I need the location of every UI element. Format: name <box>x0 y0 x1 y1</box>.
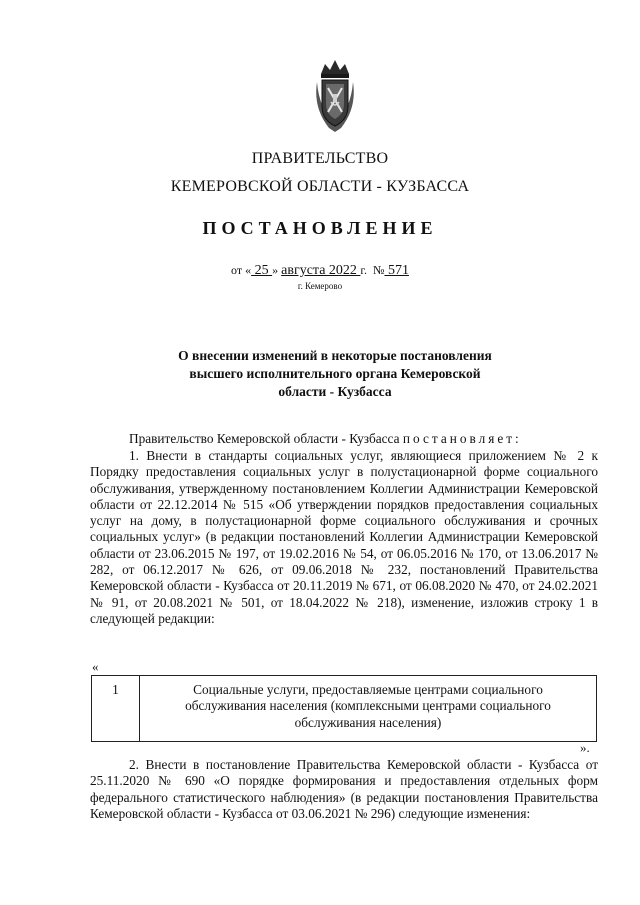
year-suffix: г. <box>360 263 367 277</box>
subject-line2: высшего исполнительного органа Кемеровской <box>189 366 481 381</box>
intro-resolves: постановляет: <box>402 431 522 446</box>
government-name-line1: ПРАВИТЕЛЬСТВО <box>251 150 389 167</box>
row-text-cell: Социальные услуги, предоставляемые центрами социального обслуживания населения (комплексными центрами социального обслуживания населения) <box>140 676 597 742</box>
table-quote-open: « <box>92 659 99 674</box>
date-month-year: августа 2022 <box>281 263 361 278</box>
government-name-line2: КЕМЕРОВСКОЙ ОБЛАСТИ - КУЗБАССА <box>170 178 470 195</box>
row-number-cell: 1 <box>92 676 140 742</box>
table-quote-close: ». <box>580 740 590 755</box>
date-number-line <box>0 263 640 279</box>
subject-line3: области - Кузбасса <box>278 384 392 399</box>
quote-close: » <box>272 263 279 277</box>
date-from-label: от <box>231 263 243 277</box>
number-sign: № <box>373 263 385 277</box>
amendment-table <box>91 675 597 742</box>
quote-open: « <box>245 263 252 277</box>
city-label: г. Кемерово <box>297 281 343 291</box>
subject-line1: О внесении изменений в некоторые постановления <box>178 348 492 363</box>
intro-paragraph <box>90 431 598 447</box>
coat-of-arms-emblem-icon <box>313 58 357 134</box>
paragraph-1: 1. Внести в стандарты социальных услуг, являющиеся приложением № 2 к Порядку предоставления социальных услуг в полустационарной форме социального обслуживания, утвержденному постановлением Коллегии Администрации Кемеровской области от 22.12.2014 № 515 «Об утверждении порядков предоставления социальных услуг на дому, в полустационарной форме социального обслуживания и срочных социальных услуг» (в редакции постановлений Коллегии Администрации Кемеровской области от 23.06.2015 № 197, от 19.02.2016 № 54, от 06.05.2016 № 170, от 13.06.2017 № 282, от 06.12.2017 № 626, от 09.06.2018 № 232, постановлений Правительства Кемеровской области - Кузбасса от 20.11.2019 № 671, от 06.08.2020 № 470, от 24.02.2021 № 91, от 20.08.2021 № 501, от 18.04.2022 № 218), изменение, изложив строку 1 в следующей редакции: <box>90 448 598 626</box>
decree-number: 571 <box>384 263 409 278</box>
decree-subject <box>120 347 550 401</box>
date-day: 25 <box>251 263 273 278</box>
intro-lead: Правительство Кемеровской области - Кузбасса <box>129 431 400 446</box>
table-row <box>92 676 597 742</box>
paragraph-2: 2. Внести в постановление Правительства Кемеровской области - Кузбасса от 25.11.2020 № 690 «О порядке формирования и предоставления отдельных форм федерального статистического наблюдения» (в редакции постановления Правительства Кемеровской области - Кузбасса от 03.06.2021 № 296) следующие изменения: <box>90 757 598 821</box>
document-type-title: ПОСТАНОВЛЕНИЕ <box>202 218 438 238</box>
